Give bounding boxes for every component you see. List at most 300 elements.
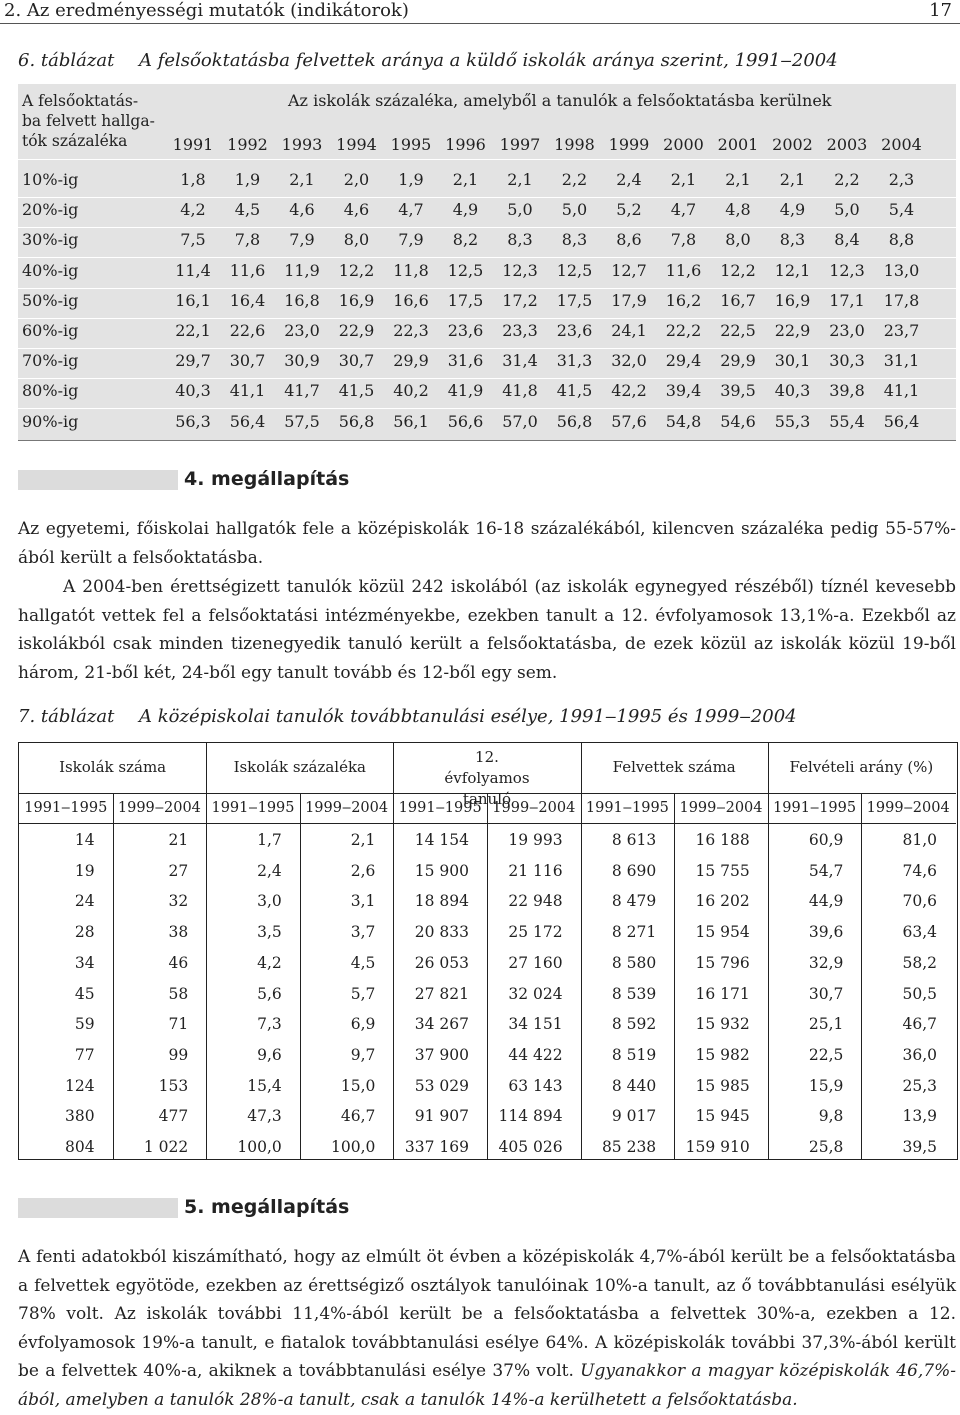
table-cell: 2,0 [343,170,370,189]
table-cell: 15,9 [808,1076,844,1095]
table-cell: 1 022 [143,1138,189,1156]
table-cell: 41,7 [284,381,320,401]
page-number: 17 [929,0,952,21]
table-cell: 6,9 [350,1015,376,1034]
table-cell: 30,7 [229,351,266,371]
table-cell: 31,6 [447,351,484,371]
table-cell: 3,1 [350,892,376,911]
table-cell: 15 985 [695,1076,750,1095]
table-cell: 1,9 [234,170,261,189]
table-cell: 39,6 [808,923,844,942]
table-cell: 32,9 [808,953,844,972]
table-cell: 4,5 [350,953,376,972]
year-header: 1994 [336,135,377,154]
table6 [18,84,956,441]
table-cell: 77 [74,1045,95,1064]
table-cell: 4,6 [289,200,315,220]
table-cell: 56,4 [883,411,920,431]
heading-bar [18,1198,178,1218]
table-cell: 4,6 [343,200,370,220]
table-cell: 29,9 [393,351,429,371]
table-cell: 8 690 [611,861,657,880]
row-header-line: ba felvett hallga- [22,112,155,130]
table-cell: 74,6 [902,861,937,880]
row-label: 30%-ig [22,230,79,250]
table6-label: 6. táblázat [18,50,115,71]
table-cell: 22,1 [175,321,211,340]
table-cell: 2,2 [834,170,860,189]
table-cell: 31,4 [502,351,538,371]
table-cell: 53 029 [414,1076,469,1095]
table-cell: 2,1 [350,831,376,849]
table-cell: 22,3 [393,321,429,340]
table-cell: 4,8 [725,200,751,220]
table-cell: 41,5 [338,381,375,401]
row-label: 80%-ig [22,381,79,401]
table-cell: 54,7 [808,861,844,880]
table-cell: 3,5 [257,923,282,942]
table-cell: 8,8 [888,230,915,250]
table-cell: 5,2 [616,200,642,220]
year-header: 2001 [717,135,759,154]
finding5-italic-text: Ugyanakkor a magyar középiskolák 46,7%-ából, amelyben a tanulók 28%-a tanult, csak a tanulók 14%-a kerülhetett a felsőoktatásba. [18,1361,956,1410]
table-cell: 12,5 [447,260,484,280]
table-cell: 30,7 [338,351,375,371]
table-cell: 55,4 [829,411,865,431]
table-cell: 42,2 [611,381,647,401]
row-label: 10%-ig [22,170,79,189]
table6-title: A felsőoktatásba felvettek aránya a küldő iskolák aránya szerint, 1991‒2004 [139,50,838,71]
table-cell: 8 519 [611,1045,657,1064]
row-label: 70%-ig [22,351,79,371]
table-cell: 41,1 [229,381,266,401]
table-cell: 9,7 [350,1045,376,1064]
table-cell: 31,1 [883,351,920,371]
table-cell: 15 796 [695,953,750,972]
table-cell: 477 [158,1107,189,1126]
year-header: 1999 [608,135,650,154]
table-cell: 32,0 [611,351,647,371]
table-cell: 23,0 [829,321,865,340]
table-cell: 24 [74,892,95,911]
table-cell: 14 154 [414,831,469,849]
table-cell: 59 [74,1015,95,1034]
table-cell: 16,1 [175,290,211,310]
table-cell: 1,9 [398,170,424,189]
table-cell: 23,6 [556,321,593,340]
table-cell: 30,9 [284,351,320,371]
table-cell: 41,1 [883,381,920,401]
table-cell: 32 024 [508,984,563,1003]
table-cell: 16 202 [695,892,750,911]
table-cell: 4,9 [452,200,479,220]
sub-header: 1999‒2004 [866,800,950,816]
table-cell: 11,9 [284,260,320,280]
table-cell: 12,7 [611,260,647,280]
table-cell: 8 479 [611,892,657,911]
finding5-heading: 5. megállapítás [184,1196,350,1218]
row-header-line: tók százaléka [22,132,128,150]
year-header: 1993 [281,135,323,154]
table-cell: 5,6 [257,984,282,1003]
table-cell: 40,3 [774,381,811,401]
table-cell: 2,1 [289,170,315,189]
table-cell: 2,1 [670,170,697,189]
table-cell: 4,5 [234,200,261,220]
table-cell: 2,1 [452,170,479,189]
table-cell: 54,8 [665,411,702,431]
table-cell: 12,2 [338,260,375,280]
finding5-paragraph [18,1243,956,1415]
table-cell: 28 [74,923,95,942]
row-separator [18,288,956,289]
table-cell: 25,8 [808,1138,844,1156]
table-cell: 30,7 [808,984,844,1003]
table-cell: 22,5 [720,321,756,340]
table-cell: 380 [65,1107,95,1126]
table-cell: 2,1 [779,170,806,189]
table-cell: 25,1 [808,1015,844,1034]
table-cell: 22,9 [338,321,375,340]
table-cell: 19 [74,861,95,880]
table-cell: 34 [74,953,95,972]
table-cell: 19 993 [508,831,563,849]
table-cell: 100,0 [237,1138,282,1156]
group-header: 12. évfolyamos tanuló [444,748,530,808]
table-cell: 17,5 [447,290,484,310]
table-cell: 36,0 [902,1045,937,1064]
table-cell: 39,5 [720,381,756,401]
table-cell: 2,6 [350,861,376,880]
table-cell: 57,0 [502,411,538,431]
table-cell: 41,5 [556,381,593,401]
table-cell: 30,3 [829,351,865,371]
table-cell: 24,1 [611,321,647,340]
table-cell: 56,8 [556,411,593,431]
sub-header: 1991‒1995 [211,800,295,816]
table-cell: 16,8 [284,290,320,310]
table6-span-header: Az iskolák százaléka, amelyből a tanulók a felsőoktatásba kerülnek [288,91,832,110]
table-cell: 124 [65,1076,95,1095]
table-cell: 4,9 [779,200,806,220]
table-cell: 12,2 [720,260,756,280]
row-separator [18,318,956,319]
table-cell: 31,3 [556,351,593,371]
year-header: 1996 [445,135,486,154]
table-cell: 2,2 [561,170,588,189]
row-header-line: A felsőoktatás- [22,92,139,110]
table-cell: 8 271 [611,923,657,942]
table-cell: 34 267 [414,1015,469,1034]
table-cell: 12,3 [502,260,538,280]
table-cell: 11,6 [229,260,266,280]
group-header: Felvettek száma [612,758,736,776]
finding4-heading: 4. megállapítás [184,468,350,490]
table-cell: 40,2 [393,381,429,401]
year-header: 1998 [554,135,595,154]
row-separator [18,408,956,409]
table-cell: 17,5 [556,290,593,310]
table-cell: 5,0 [561,200,588,220]
section-title: 2. Az eredményességi mutatók (indikátorok) [4,0,409,21]
table-cell: 8,3 [561,230,588,250]
table-cell: 15 954 [695,923,750,942]
table-cell: 16 171 [695,984,750,1003]
table-cell: 27 [168,861,189,880]
table-cell: 22,2 [665,321,702,340]
table-cell: 11,4 [175,260,211,280]
row-separator [18,378,956,379]
table-cell: 804 [65,1138,95,1156]
table-cell: 46,7 [902,1015,937,1034]
table-cell: 91 907 [414,1107,469,1126]
table-cell: 5,0 [834,200,860,220]
table-cell: 14 [74,831,95,849]
table-cell: 3,7 [350,923,376,942]
table-cell: 46,7 [340,1107,376,1126]
table-cell: 114 894 [498,1107,563,1126]
table-cell: 50,5 [902,984,937,1003]
table-cell: 12,1 [774,260,811,280]
table-cell: 27 160 [508,953,563,972]
table-cell: 41,8 [502,381,538,401]
table-cell: 7,9 [398,230,424,250]
table-cell: 23,3 [502,321,538,340]
table-cell: 159 910 [685,1138,750,1156]
table-cell: 17,2 [502,290,538,310]
table-cell: 22,9 [774,321,811,340]
table-cell: 56,6 [447,411,484,431]
table-cell: 44 422 [508,1045,563,1064]
table-cell: 39,4 [665,381,702,401]
sub-header: 1991‒1995 [773,800,857,816]
table-cell: 8,0 [725,230,751,250]
table-cell: 56,8 [338,411,375,431]
table-cell: 18 894 [414,892,469,911]
sub-header: 1999‒2004 [117,800,201,816]
row-separator [18,257,956,258]
table-cell: 4,7 [670,200,697,220]
table-cell: 2,3 [888,170,915,189]
table-cell: 1,7 [257,831,282,849]
table-cell: 2,4 [616,170,642,189]
year-header: 2002 [772,135,813,154]
table-cell: 45 [74,984,95,1003]
year-header: 1991 [172,135,214,154]
table-cell: 13,9 [902,1107,937,1126]
row-label: 40%-ig [22,260,79,280]
finding5-text: A fenti adatokból kiszámítható, hogy az elmúlt öt évben a középiskolák 4,7%-ából került be a felsőoktatásba a felvettek egyötöde, ezekben az érettségiző osztályok tanulóinak 10%-a tanult, az ő továbbtanulási esélyük 78% volt. Az iskolák további 11,4%-ából került be a felsőoktatásba a felvettek 30%-a, ezekben a 12. évfolyamosok 19%-a tanult, e fiatalok továbbtanulási esélye 64%. A középiskolák további 37,3%-ából került be a felvettek 40%-a, akiknek a továbbtanulási esélye 37% volt. [18,1247,956,1382]
row-label: 20%-ig [22,200,79,220]
table-cell: 55,3 [774,411,811,431]
table-cell: 13,0 [883,260,920,280]
table-cell: 15 945 [695,1107,750,1126]
table-cell: 22,6 [229,321,266,340]
table-cell: 60,9 [808,831,844,849]
table-cell: 8,6 [616,230,642,250]
table-cell: 8,3 [779,230,806,250]
table-cell: 153 [158,1076,189,1095]
table-cell: 8 613 [611,831,657,849]
year-header: 2000 [663,135,704,154]
row-label: 50%-ig [22,290,79,310]
year-header: 2003 [826,135,868,154]
table-cell: 85 238 [601,1138,657,1156]
row-label: 90%-ig [22,411,79,431]
sub-header: 1991‒1995 [24,800,108,816]
table-cell: 12,3 [829,260,865,280]
table-cell: 4,7 [398,200,424,220]
year-header: 2004 [881,135,922,154]
table-cell: 17,8 [883,290,920,310]
table-cell: 8 539 [611,984,657,1003]
table7-label: 7. táblázat [18,706,115,727]
row-label: 60%-ig [22,321,79,340]
table-cell: 16,6 [393,290,429,310]
table-cell: 11,8 [393,260,429,280]
table-cell: 15 982 [695,1045,750,1064]
table-cell: 1,8 [180,170,206,189]
table-cell: 32 [168,892,189,911]
table-cell: 27 821 [414,984,469,1003]
year-header: 1992 [227,135,268,154]
table-cell: 21 [168,831,189,849]
table-cell: 405 026 [498,1138,563,1156]
table-cell: 34 151 [508,1015,563,1034]
table-cell: 337 169 [404,1138,469,1156]
table-cell: 15,4 [247,1076,282,1095]
table-cell: 8,2 [452,230,479,250]
table-cell: 81,0 [902,831,937,849]
table-cell: 71 [168,1015,189,1034]
table-cell: 17,1 [829,290,865,310]
year-header: 1997 [499,135,541,154]
table-cell: 2,4 [257,861,282,880]
table-cell: 16 188 [695,831,750,849]
table-cell: 41,9 [447,381,484,401]
heading-bar [18,470,178,490]
row-separator [18,159,956,160]
row-separator [18,348,956,349]
sub-header: 1999‒2004 [305,800,389,816]
table-cell: 100,0 [331,1138,376,1156]
table-cell: 3,0 [257,892,282,911]
table-cell: 16,2 [665,290,702,310]
table-cell: 29,9 [720,351,756,371]
finding4-paragraph-2: A 2004-ben érettségizett tanulók közül 242 iskolából (az iskolák egynegyed részéből) tíznél kevesebb hallgatót vettek fel a felsőoktatási intézményekbe, ezekben tanult a 12. évfolyamosok 13,1%-a. Ezekből az iskolákból csak minden tizenegyedik tanuló került a felsőoktatásba, de ezek közül az iskolák közül 19-ből három, 21-ből két, 24-ből egy tanult tovább és 12-ből egy sem. [18,577,956,683]
table-cell: 15 755 [695,861,750,880]
table-cell: 17,9 [611,290,647,310]
table-cell: 26 053 [414,953,469,972]
table-cell: 57,6 [611,411,647,431]
row-separator [18,227,956,228]
table-cell: 8 592 [611,1015,657,1034]
table-cell: 15,0 [340,1076,376,1095]
table7 [18,742,958,1160]
table-cell: 21 116 [508,861,563,880]
table-cell: 23,0 [284,321,320,340]
table-cell: 63 143 [508,1076,563,1095]
table-cell: 46 [168,953,189,972]
table-cell: 9,6 [257,1045,282,1064]
table-cell: 7,3 [257,1015,282,1034]
table-cell: 4,2 [180,200,206,220]
table-cell: 15 900 [414,861,469,880]
table-cell: 56,1 [393,411,429,431]
table-cell: 47,3 [247,1107,282,1126]
table-cell: 39,8 [829,381,865,401]
table-cell: 56,3 [175,411,211,431]
group-header: Felvételi arány (%) [789,758,934,776]
table-cell: 22,5 [808,1045,844,1064]
table-cell: 9,8 [818,1107,844,1126]
table-cell: 56,4 [229,411,266,431]
table-cell: 8,3 [507,230,533,250]
table-cell: 22 948 [508,892,563,911]
table-cell: 58 [168,984,189,1003]
table-cell: 16,9 [774,290,811,310]
table-cell: 29,4 [665,351,702,371]
table-cell: 12,5 [556,260,593,280]
table-cell: 8 580 [611,953,657,972]
table-cell: 40,3 [175,381,211,401]
table-cell: 70,6 [902,892,937,911]
table-cell: 44,9 [808,892,844,911]
table-cell: 5,7 [350,984,376,1003]
group-header: Iskolák százaléka [233,758,366,776]
table-cell: 20 833 [414,923,469,942]
table-cell: 54,6 [720,411,756,431]
table-cell: 8 440 [611,1076,657,1095]
table-cell: 5,0 [507,200,533,220]
table-cell: 23,7 [883,321,920,340]
table-cell: 57,5 [284,411,320,431]
table-cell: 38 [168,923,189,942]
table-cell: 2,1 [507,170,533,189]
table-cell: 15 932 [695,1015,750,1034]
table-cell: 99 [168,1045,189,1064]
table-cell: 5,4 [888,200,915,220]
group-header: Iskolák száma [59,758,167,776]
table-cell: 58,2 [902,953,937,972]
finding4-paragraph-1: Az egyetemi, főiskolai hallgatók fele a középiskolák 16-18 százalékából, kilencven százaléka pedig 55-57%-ából került a felsőoktatásba. [18,519,956,568]
sub-header: 1999‒2004 [492,800,576,816]
year-header: 1995 [390,135,432,154]
table6-row-header [22,91,155,151]
table-cell: 8,4 [834,230,860,250]
table-cell: 7,9 [289,230,315,250]
table-cell: 29,7 [175,351,211,371]
sub-header: 1991‒1995 [585,800,669,816]
table-cell: 30,1 [774,351,811,371]
table-cell: 37 900 [414,1045,469,1064]
table-cell: 11,6 [665,260,702,280]
table-cell: 2,1 [725,170,751,189]
table-cell: 9 017 [611,1107,657,1126]
table-cell: 7,5 [180,230,206,250]
table-cell: 8,0 [343,230,370,250]
sub-header: 1999‒2004 [679,800,763,816]
table-cell: 39,5 [902,1138,937,1156]
table-cell: 16,7 [720,290,756,310]
table-cell: 4,2 [257,953,282,972]
table-cell: 25,3 [902,1076,937,1095]
table-cell: 23,6 [447,321,484,340]
table-cell: 25 172 [508,923,563,942]
row-separator [18,197,956,198]
table7-title: A középiskolai tanulók továbbtanulási esélye, 1991‒1995 és 1999‒2004 [139,706,797,727]
table-cell: 7,8 [670,230,697,250]
